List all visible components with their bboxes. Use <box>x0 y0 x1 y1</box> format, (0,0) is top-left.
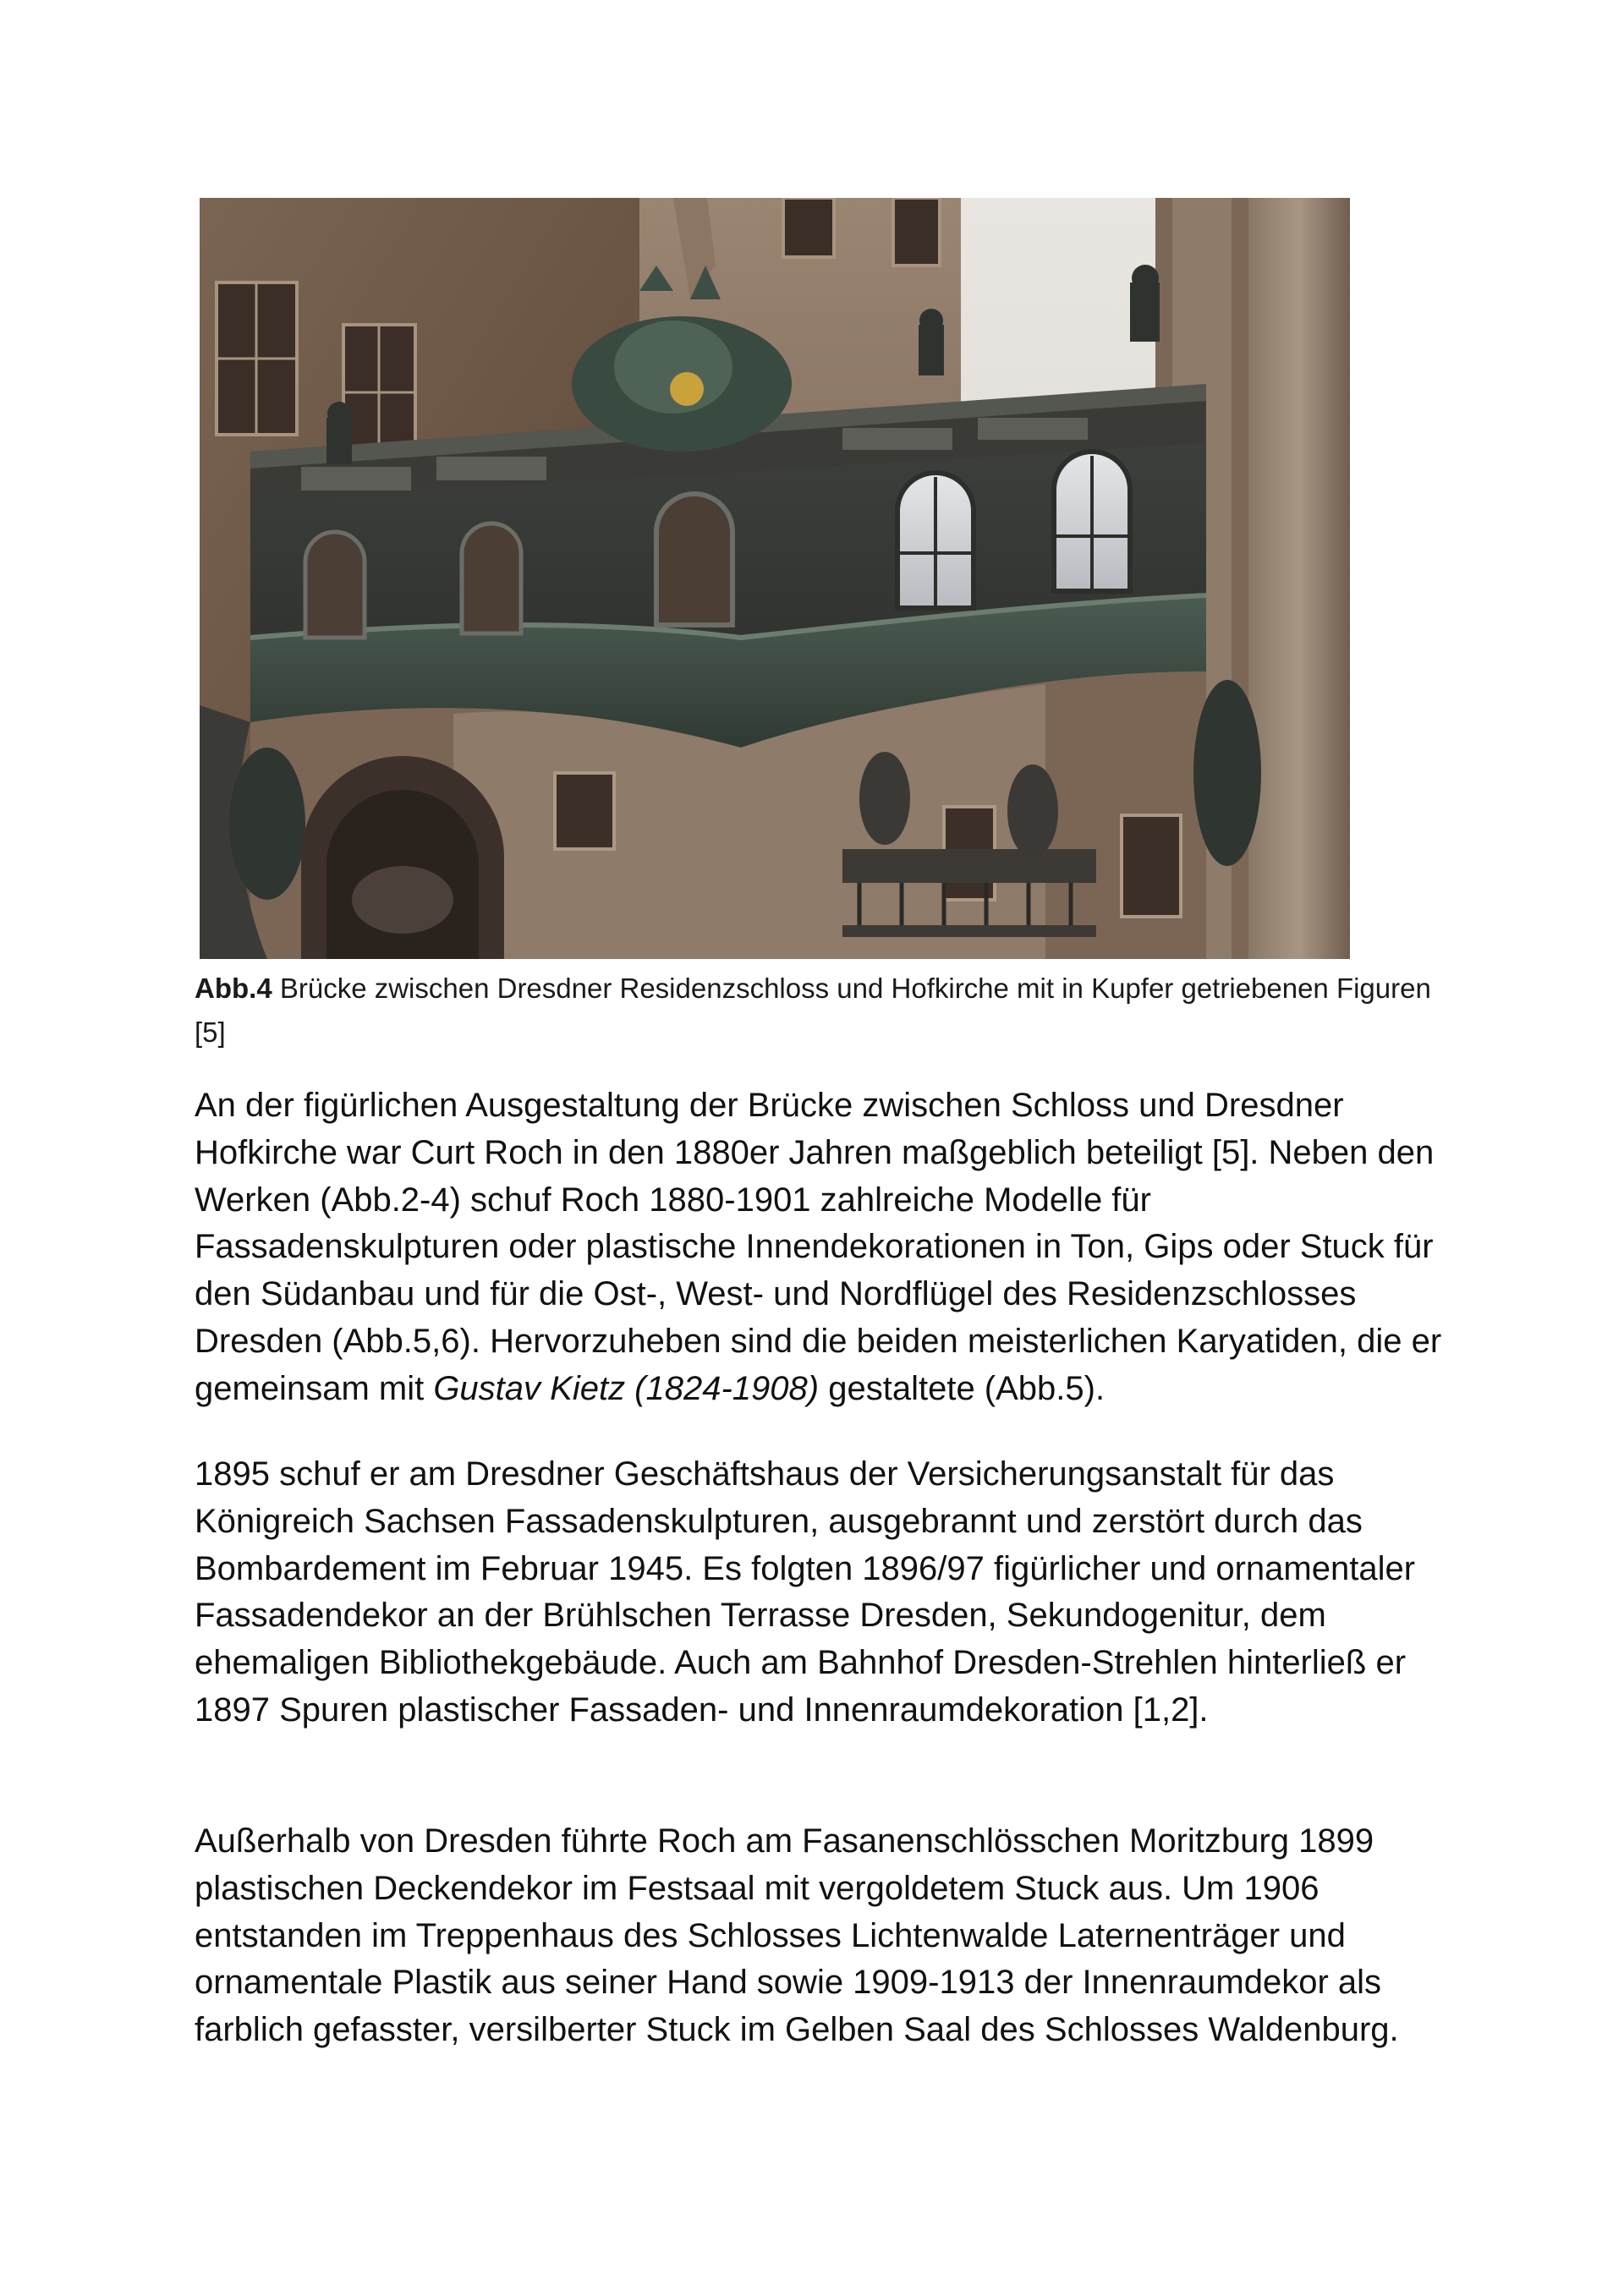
paragraph-1 <box>195 1082 1463 1413</box>
paragraph-1-emphasis: Gustav Kietz (1824-1908) <box>433 1369 820 1407</box>
bridge-photo-illustration <box>200 198 1350 959</box>
paragraph-2: 1895 schuf er am Dresdner Geschäftshaus der Versicherungsanstalt für das Königreich Sachsen Fassadenskulpturen, ausgebrannt und zerstört durch das Bombardement im Februar 1945. Es folgten 1896/97 figürlicher und ornamentaler Fassadendekor an der Brühlschen Terrasse Dresden, Sekundogenitur, dem ehemaligen Bibliothekgebäude. Auch am Bahnhof Dresden-Strehlen hinterließ er 1897 Spuren plastischer Fassaden- und Innenraumdekoration [1,2]. <box>195 1455 1416 1729</box>
figure-caption-text: Brücke zwischen Dresdner Residenzschloss und Hofkirche mit in Kupfer getriebenen Figuren [5] <box>195 973 1431 1048</box>
paragraph-1-text-end: gestaltete (Abb.5). <box>819 1369 1106 1407</box>
bridge-photo <box>200 198 1350 959</box>
paragraph-3: Außerhalb von Dresden führte Roch am Fasanenschlösschen Moritzburg 1899 plastischen Deckendekor im Festsaal mit vergoldetem Stuck aus. Um 1906 entstanden im Treppenhaus des Schlosses Lichtenwalde Laternenträger und ornamentale Plastik aus seiner Hand sowie 1909-1913 der Innenraumdekor als farblich gefasster, versilberter Stuck im Gelben Saal des Schlosses Waldenburg. <box>195 1822 1399 2049</box>
figure-label: Abb.4 <box>195 973 272 1004</box>
figure-caption <box>195 967 1446 1055</box>
paragraph-1-text: An der figürlichen Ausgestaltung der Brücke zwischen Schloss und Dresdner Hofkirche war Curt Roch in den 1880er Jahren maßgeblich beteiligt [5]. Neben den Werken (Abb.2-4) schuf Roch 1880-1901 zahlreiche Modelle für Fassadenskulpturen oder plastische Innendekorationen in Ton, Gips oder Stuck für den Südanbau und für die Ost-, West- und Nordflügel des Residenzschlosses Dresden (Abb.5,6). Hervorzuheben sind die beiden meisterlichen Karyatiden, die er gemeinsam mit <box>195 1087 1442 1407</box>
